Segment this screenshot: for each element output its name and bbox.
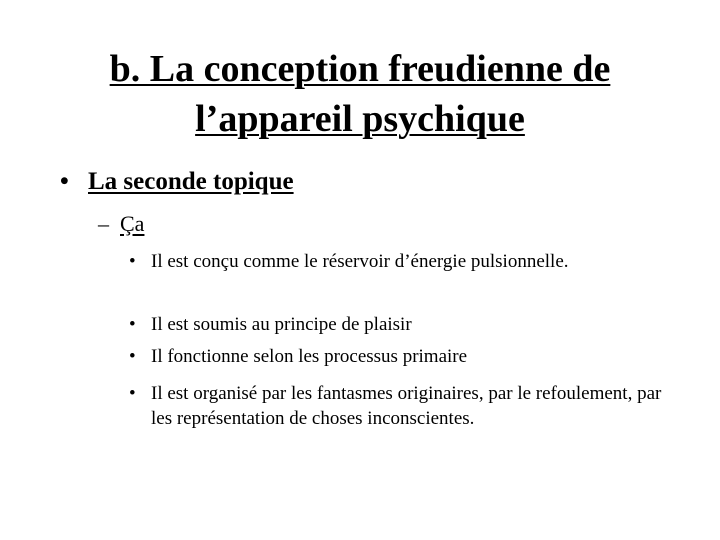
bullet-level-1-text: La seconde topique [88, 168, 294, 195]
bullet-level-3-text: Il est soumis au principe de plaisir [151, 314, 412, 335]
title-line-2: l’appareil psychique [195, 98, 525, 140]
bullet-level-3-item [129, 344, 669, 369]
bullet-icon: • [129, 383, 136, 404]
bullet-level-3-item [129, 249, 669, 274]
bullet-icon: • [60, 168, 69, 195]
bullet-level-2-text: Ça [120, 211, 145, 236]
bullet-icon: • [129, 346, 136, 367]
bullet-level-3-text: Il fonctionne selon les processus primaire [151, 346, 468, 367]
slide-title [30, 44, 690, 144]
bullet-icon: • [129, 251, 136, 272]
bullet-level-3-text: Il est conçu comme le réservoir d’énergie pulsionnelle. [151, 251, 569, 272]
dash-icon: – [98, 211, 109, 236]
bullet-level-3-text: Il est organisé par les fantasmes originaires, par le refoulement, par les représentation de choses inconscientes. [151, 383, 662, 429]
bullet-icon: • [129, 314, 136, 335]
title-line-1: b. La conception freudienne de [109, 48, 611, 90]
bullet-level-3-item [129, 312, 669, 337]
bullet-level-3-item [129, 381, 669, 431]
